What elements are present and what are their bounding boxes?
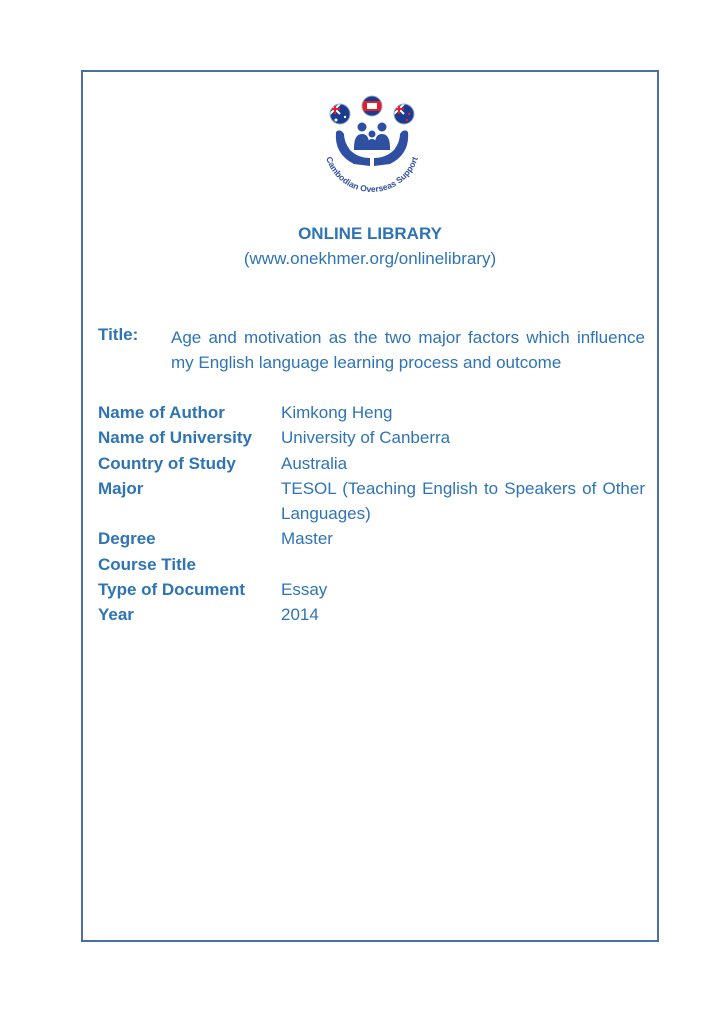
family-figures-icon — [354, 123, 390, 151]
major-label: Major — [98, 479, 144, 498]
university-label: Name of University — [98, 428, 252, 447]
author-label: Name of Author — [98, 403, 225, 422]
country-value: Australia — [281, 454, 348, 473]
title-value: Age and motivation as the two major factors which influence my English language learning process and outcome — [171, 328, 645, 372]
year-value: 2014 — [281, 605, 319, 624]
course-title-label: Course Title — [98, 555, 196, 574]
degree-value: Master — [281, 529, 333, 548]
logo-caption: Cambodian Overseas Support — [324, 155, 420, 195]
degree-label: Degree — [98, 529, 156, 548]
university-value: University of Canberra — [281, 428, 451, 447]
author-value: Kimkong Heng — [281, 403, 393, 422]
major-value: TESOL (Teaching English to Speakers of Other Languages) — [281, 479, 645, 523]
document-type-value: Essay — [281, 580, 328, 599]
online-library-url: (www.onekhmer.org/onlinelibrary) — [243, 249, 497, 268]
country-label: Country of Study — [98, 454, 236, 473]
year-label: Year — [98, 605, 134, 624]
document-type-label: Type of Document — [98, 580, 246, 599]
title-label: Title: — [98, 325, 139, 344]
cambodian-overseas-support-logo — [314, 92, 430, 202]
online-library-heading: ONLINE LIBRARY — [298, 224, 442, 243]
